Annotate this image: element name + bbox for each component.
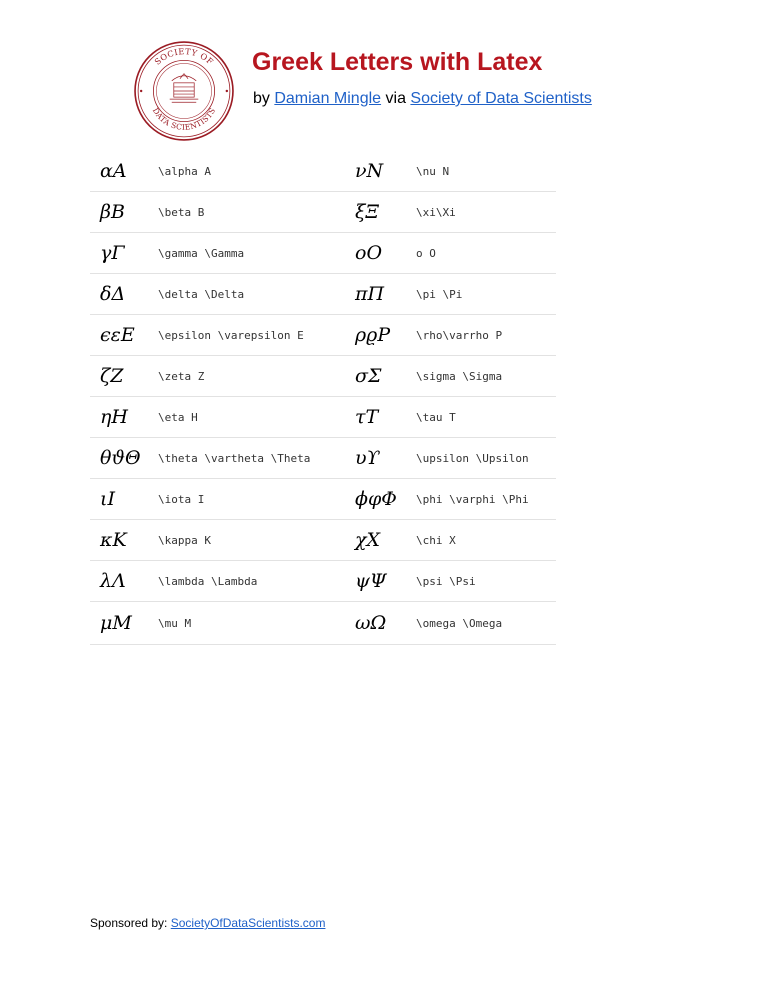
left-latex-code: \alpha A [158, 164, 211, 178]
table-row [90, 479, 556, 520]
society-seal-logo [133, 40, 235, 142]
left-latex-code: \lambda \Lambda [158, 574, 258, 588]
left-symbol: θϑΘ [100, 447, 141, 469]
table-row [90, 356, 556, 397]
sponsor-footer [90, 916, 325, 930]
table-row [90, 438, 556, 479]
right-symbol: τT [355, 406, 379, 428]
left-latex-code: \theta \vartheta \Theta [158, 451, 311, 465]
right-latex-code: \sigma \Sigma [416, 369, 503, 383]
left-symbol: γΓ [100, 242, 125, 264]
right-symbol: ϕφΦ [355, 488, 397, 510]
left-latex-code: \eta H [158, 410, 198, 424]
right-latex-code: o O [416, 246, 436, 260]
right-latex-code: \nu N [416, 164, 450, 178]
table-row [90, 274, 556, 315]
svg-text:SOCIETY OF: SOCIETY OF [152, 46, 216, 67]
left-symbol: μM [100, 612, 132, 634]
byline [253, 90, 592, 108]
right-latex-code: \phi \varphi \Phi [416, 492, 529, 506]
right-symbol: σΣ [355, 365, 382, 387]
greek-letters-table [90, 151, 556, 645]
table-row [90, 151, 556, 192]
right-symbol: πΠ [355, 283, 385, 305]
page-title: Greek Letters with Latex [252, 48, 543, 76]
left-symbol: ϵεE [100, 324, 135, 346]
left-symbol: δΔ [100, 283, 126, 305]
right-latex-code: \pi \Pi [416, 287, 463, 301]
left-symbol: βB [100, 201, 125, 223]
table-row [90, 602, 556, 645]
right-latex-code: \chi X [416, 533, 456, 547]
left-symbol: ιI [100, 488, 115, 510]
right-symbol: υϒ [355, 447, 380, 469]
right-latex-code: \upsilon \Upsilon [416, 451, 529, 465]
byline-via: via [381, 90, 411, 107]
right-symbol: νN [355, 160, 384, 182]
left-symbol: κK [100, 529, 127, 551]
right-symbol: ωΩ [355, 612, 387, 634]
table-row [90, 315, 556, 356]
right-latex-code: \psi \Psi [416, 574, 476, 588]
right-symbol: ξΞ [355, 201, 379, 223]
organization-link[interactable]: Society of Data Scientists [410, 90, 592, 107]
footer-label: Sponsored by: [90, 916, 171, 930]
left-latex-code: \delta \Delta [158, 287, 245, 301]
right-symbol: oO [355, 242, 383, 264]
table-row [90, 397, 556, 438]
table-row [90, 192, 556, 233]
left-latex-code: \mu M [158, 616, 192, 630]
right-symbol: ρϱP [355, 324, 391, 346]
right-symbol: χX [355, 529, 381, 551]
sponsor-link[interactable]: SocietyOfDataScientists.com [170, 916, 326, 930]
left-latex-code: \epsilon \varepsilon E [158, 328, 304, 342]
right-latex-code: \omega \Omega [416, 616, 503, 630]
left-latex-code: \gamma \Gamma [158, 246, 245, 260]
left-symbol: ζZ [100, 365, 124, 387]
left-latex-code: \beta B [158, 205, 205, 219]
svg-text:DATA SCIENTISTS: DATA SCIENTISTS [150, 106, 218, 132]
right-latex-code: \tau T [416, 410, 456, 424]
left-symbol: λΛ [100, 570, 126, 592]
left-symbol: ηH [100, 406, 128, 428]
byline-prefix: by [253, 90, 275, 107]
left-latex-code: \zeta Z [158, 369, 205, 383]
right-symbol: ψΨ [355, 570, 387, 592]
table-row [90, 561, 556, 602]
author-link[interactable]: Damian Mingle [274, 90, 382, 107]
left-latex-code: \kappa K [158, 533, 211, 547]
left-symbol: αA [100, 160, 127, 182]
table-row [90, 520, 556, 561]
right-latex-code: \rho\varrho P [416, 328, 503, 342]
right-latex-code: \xi\Xi [416, 205, 456, 219]
left-latex-code: \iota I [158, 492, 205, 506]
table-row [90, 233, 556, 274]
